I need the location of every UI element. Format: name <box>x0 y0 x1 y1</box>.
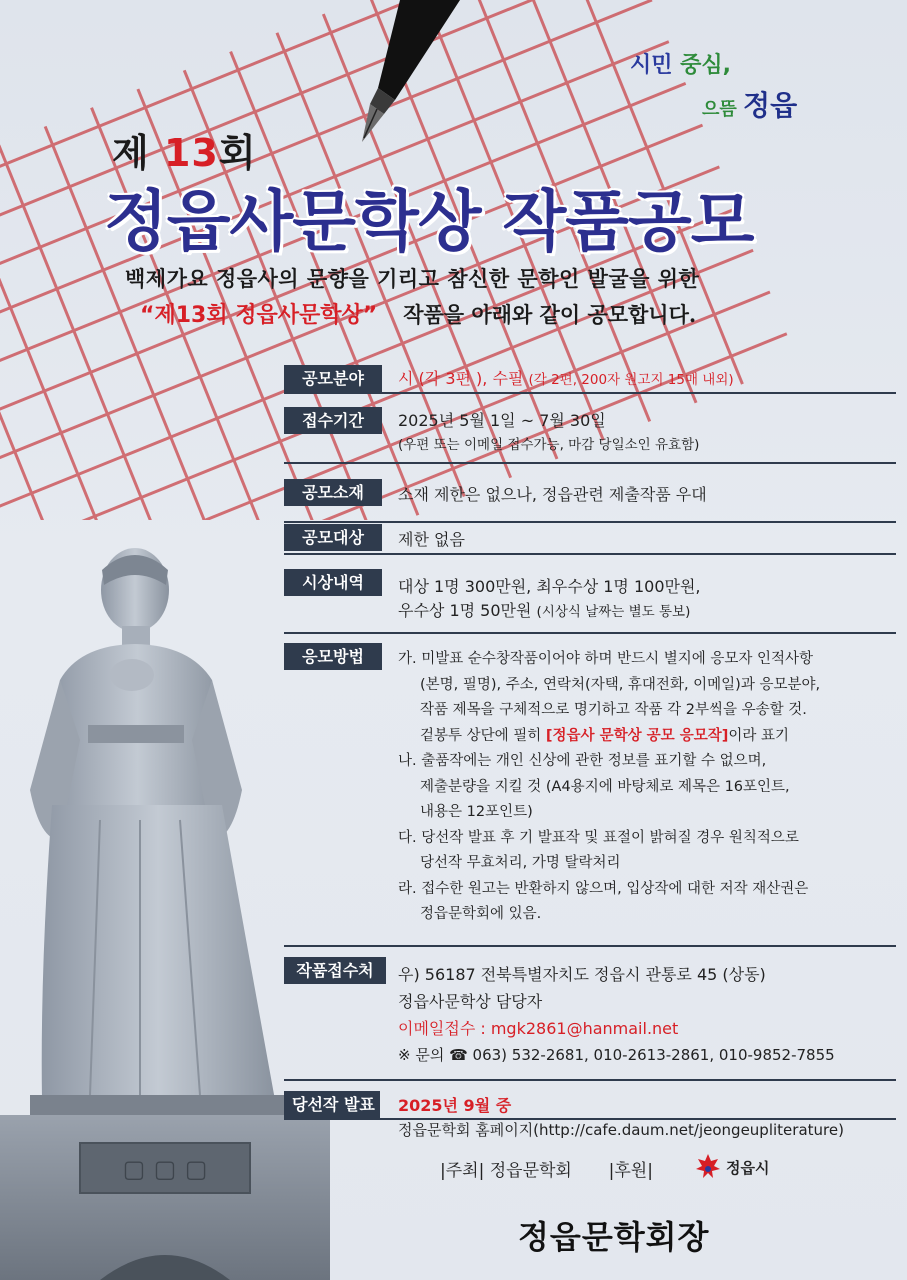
section-body <box>398 647 820 928</box>
host-label: |주최| <box>440 1161 485 1181</box>
section-field <box>284 365 896 395</box>
announce-date: 2025년 9월 중 <box>398 1096 512 1115</box>
support-logo-text: 정읍시 <box>726 1159 770 1177</box>
method-line: (본명, 필명), 주소, 연락처(자택, 휴대전화, 이메일)과 응모분야, <box>420 676 821 693</box>
maple-leaf-icon <box>694 1152 722 1180</box>
method-line: 다. 당선작 발표 후 기 발표작 및 표절이 밝혀질 경우 원칙적으로 <box>398 829 799 846</box>
section-body <box>398 528 465 552</box>
section-method <box>284 643 896 943</box>
envelope-b: [정읍사 문학상 공모 응모작] <box>545 727 729 744</box>
method-line: 가. 미발표 순수창작품이어야 하며 반드시 별지에 응모자 인적사항 <box>398 651 814 667</box>
intro-highlight: “제13회 정읍사문학상” <box>140 303 378 328</box>
address-contact: 정읍사문학상 담당자 <box>398 992 543 1011</box>
method-line: 제출분량을 지킬 것 (A4용지에 바탕체로 제목은 16포인트, <box>420 778 790 795</box>
intro-line-2 <box>140 298 696 329</box>
title-number: 13 <box>163 131 219 175</box>
section-label: 시상내역 <box>284 569 382 596</box>
section-period <box>284 407 896 463</box>
method-line: 작품 제목을 구체적으로 명기하고 작품 각 2부씩을 우송할 것. <box>420 702 807 718</box>
method-envelope-line <box>398 724 820 750</box>
city-slogan <box>630 48 850 128</box>
awards-note: (시상식 날짜는 별도 통보) <box>536 604 691 620</box>
section-label: 접수기간 <box>284 407 382 434</box>
section-label: 작품접수처 <box>284 957 386 984</box>
sponsor-line <box>440 1156 653 1181</box>
section-body <box>398 483 707 507</box>
statue-illustration <box>0 540 330 1280</box>
section-body <box>398 961 835 1069</box>
section-body <box>398 367 734 391</box>
target-text: 제한 없음 <box>398 530 465 549</box>
section-label: 공모분야 <box>284 365 382 392</box>
host-name: 정읍문학회 <box>489 1161 572 1181</box>
svg-text:▢ ▢ ▢: ▢ ▢ ▢ <box>122 1154 208 1183</box>
email-address[interactable]: mgk2861@hanmail.net <box>490 1019 679 1038</box>
envelope-c: 이라 표기 <box>728 727 790 744</box>
awards-line-1: 대상 1명 300만원, 최우수상 1명 100만원, <box>398 577 701 596</box>
slogan-line1-a: 시민 <box>630 53 681 78</box>
title-suffix: 회 <box>218 131 257 175</box>
method-line: 당선작 무효처리, 가명 탈락처리 <box>420 855 621 871</box>
announce-homepage[interactable]: 정읍문학회 홈페이지(http://cafe.daum.net/jeongeupliterature) <box>398 1121 844 1139</box>
organizer-signature: 정읍문학회장 <box>518 1218 710 1256</box>
section-label: 공모소재 <box>284 479 382 506</box>
method-line: 내용은 12포인트) <box>420 804 533 820</box>
section-address <box>284 957 896 1077</box>
method-line: 나. 출품작에는 개인 신상에 관한 정보를 표기할 수 없으며, <box>398 753 767 769</box>
fountain-pen-icon <box>340 0 480 150</box>
field-detail: (각 2편, 200자 원고지 15매 내외) <box>528 372 734 388</box>
section-body <box>398 1094 844 1142</box>
section-divider <box>284 462 896 464</box>
subject-text: 소재 제한은 없으나, 정읍관련 제출작품 우대 <box>398 485 707 504</box>
section-label: 공모대상 <box>284 524 382 551</box>
jeongeup-city-logo <box>694 1152 784 1182</box>
support-label: |후원| <box>608 1161 653 1181</box>
awards-line-2: 우수상 1명 50만원 <box>398 601 537 620</box>
field-main: 시 (각 3편 ), 수필 <box>398 369 529 388</box>
section-body <box>398 575 701 623</box>
section-target <box>284 524 896 554</box>
email-label: 이메일접수 : <box>398 1019 491 1038</box>
slogan-line2-a: 으뜸 <box>702 99 744 120</box>
period-note: (우편 또는 이메일 접수가능, 마감 당일소인 유효함) <box>398 437 700 453</box>
envelope-a: 겉봉투 상단에 필히 <box>420 727 546 744</box>
section-announce <box>284 1091 896 1151</box>
section-awards <box>284 569 896 631</box>
slogan-line2-b: 정읍 <box>743 89 798 122</box>
section-label: 응모방법 <box>284 643 382 670</box>
section-divider <box>284 521 896 523</box>
section-body <box>398 409 699 457</box>
intro-line-1: 백제가요 정읍사의 문향을 기리고 참신한 문학인 발굴을 위한 <box>125 266 700 291</box>
section-divider <box>284 392 896 394</box>
section-divider <box>284 1079 896 1081</box>
section-divider <box>284 553 896 555</box>
section-subject <box>284 479 896 509</box>
slogan-line1-b: 중심, <box>680 53 732 78</box>
phone-info: ※ 문의 ☎ 063) 532-2681, 010-2613-2861, 010-9852-7855 <box>398 1046 835 1064</box>
period-dates: 2025년 5월 1일 ~ 7월 30일 <box>398 411 606 430</box>
method-line: 정읍문학회에 있음. <box>420 906 542 922</box>
address-line: 우) 56187 전북특별자치도 정읍시 관통로 45 (상동) <box>398 965 766 984</box>
section-divider <box>284 632 896 634</box>
section-label: 당선작 발표 <box>284 1091 380 1118</box>
intro-rest: 작품을 아래와 같이 공모합니다. <box>403 302 697 327</box>
method-line: 라. 접수한 원고는 반환하지 않으며, 입상작에 대한 저작 재산권은 <box>398 880 809 897</box>
title-prefix: 제 <box>112 131 164 175</box>
section-divider <box>284 945 896 947</box>
page-title: 정읍사문학상 작품공모 <box>104 183 754 260</box>
